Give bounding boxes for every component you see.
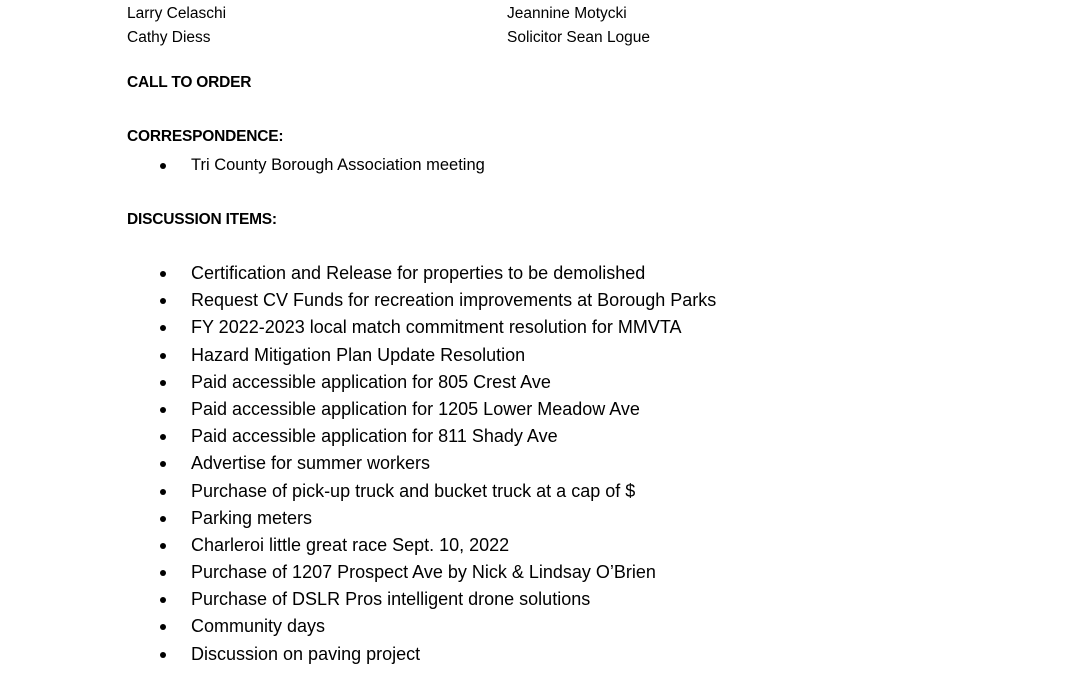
list-item bbox=[0, 613, 1080, 640]
list-item-text: Request CV Funds for recreation improvements at Borough Parks bbox=[191, 290, 717, 311]
bullet-icon bbox=[160, 407, 166, 413]
attendee-name: Larry Celaschi bbox=[127, 5, 227, 22]
list-item bbox=[0, 152, 1080, 179]
list-item bbox=[0, 532, 1080, 559]
bullet-icon bbox=[160, 461, 166, 467]
bullet-icon bbox=[160, 325, 166, 331]
bullet-icon bbox=[160, 489, 166, 495]
list-item-text: Tri County Borough Association meeting bbox=[191, 156, 485, 174]
list-item-text: Paid accessible application for 811 Shady Ave bbox=[191, 426, 558, 447]
bullet-icon bbox=[160, 298, 166, 304]
correspondence-heading: CORRESPONDENCE: bbox=[127, 128, 284, 145]
list-item-text: Purchase of DSLR Pros intelligent drone solutions bbox=[191, 589, 591, 610]
correspondence-list bbox=[0, 152, 1080, 179]
bullet-icon bbox=[160, 380, 166, 386]
discussion-heading: DISCUSSION ITEMS: bbox=[127, 211, 277, 228]
list-item-text: Hazard Mitigation Plan Update Resolution bbox=[191, 344, 526, 365]
list-item bbox=[0, 287, 1080, 314]
list-item-text: Purchase of 1207 Prospect Ave by Nick & Lindsay O’Brien bbox=[191, 562, 656, 583]
list-item bbox=[0, 478, 1080, 505]
call-to-order-heading: CALL TO ORDER bbox=[127, 74, 252, 91]
attendee-name: Jeannine Motycki bbox=[507, 5, 627, 22]
bullet-icon bbox=[160, 652, 166, 658]
bullet-icon bbox=[160, 271, 166, 277]
list-item bbox=[0, 314, 1080, 341]
bullet-icon bbox=[160, 570, 166, 576]
list-item bbox=[0, 342, 1080, 369]
attendee-row bbox=[0, 5, 1080, 29]
attendee-name: Cathy Diess bbox=[127, 29, 211, 46]
bullet-icon bbox=[160, 543, 166, 549]
list-item bbox=[0, 641, 1080, 668]
attendee-row bbox=[0, 29, 1080, 53]
list-item-text: Purchase of pick-up truck and bucket truck at a cap of $ bbox=[191, 480, 636, 501]
list-item bbox=[0, 260, 1080, 287]
list-item bbox=[0, 396, 1080, 423]
list-item-text: Community days bbox=[191, 616, 326, 637]
bullet-icon bbox=[160, 624, 166, 630]
attendee-list bbox=[0, 5, 1080, 53]
list-item-text: FY 2022-2023 local match commitment resolution for MMVTA bbox=[191, 317, 682, 338]
list-item-text: Paid accessible application for 805 Crest Ave bbox=[191, 371, 551, 392]
bullet-icon bbox=[160, 353, 166, 359]
bullet-icon bbox=[160, 163, 166, 169]
list-item bbox=[0, 505, 1080, 532]
list-item bbox=[0, 559, 1080, 586]
list-item-text: Parking meters bbox=[191, 507, 313, 528]
bullet-icon bbox=[160, 516, 166, 522]
list-item bbox=[0, 586, 1080, 613]
list-item-text: Discussion on paving project bbox=[191, 643, 421, 664]
list-item bbox=[0, 450, 1080, 477]
bullet-icon bbox=[160, 434, 166, 440]
discussion-list bbox=[0, 260, 1080, 668]
attendee-name: Solicitor Sean Logue bbox=[507, 29, 651, 46]
list-item bbox=[0, 369, 1080, 396]
list-item-text: Advertise for summer workers bbox=[191, 453, 431, 474]
list-item-text: Paid accessible application for 1205 Lower Meadow Ave bbox=[191, 398, 640, 419]
list-item-text: Certification and Release for properties to be demolished bbox=[191, 263, 646, 283]
list-item bbox=[0, 423, 1080, 450]
bullet-icon bbox=[160, 597, 166, 603]
list-item-text: Charleroi little great race Sept. 10, 2022 bbox=[191, 534, 510, 555]
